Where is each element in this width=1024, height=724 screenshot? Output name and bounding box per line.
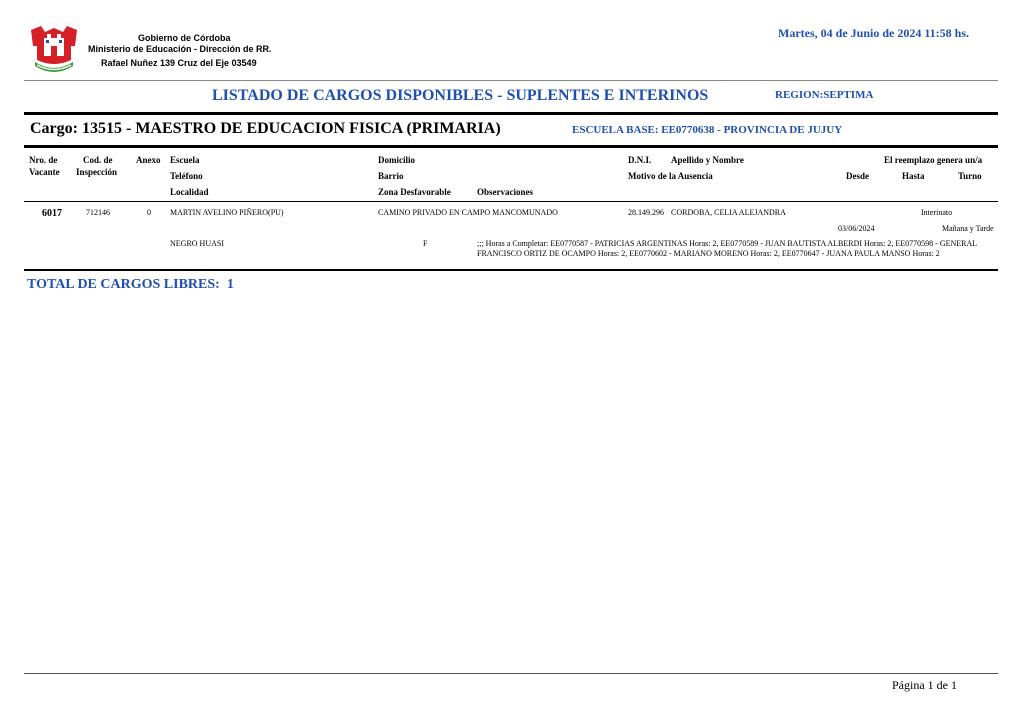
row-turno: Mañana y Tarde: [942, 224, 994, 233]
gov-line: Gobierno de Córdoba: [138, 33, 231, 43]
row-anexo: 0: [147, 208, 151, 217]
col-hasta: Hasta: [902, 171, 925, 181]
col-zona: Zona Desfavorable: [378, 187, 451, 197]
col-cod-inspeccion-2: Inspección: [76, 167, 118, 177]
row-observaciones: ;;; Horas a Completar: EE0770587 - PATRICIAS ARGENTINAS Horas: 2, EE0770589 - JUAN BAUTISTA ALBERDI Horas: 2, EE0770598 - GENERAL FRANCISCO ORTIZ DE OCAMPO Horas: 2, EE0770602 - MARIANO MORENO Horas: 2, EE0770647 - JUANA PAULA MANSO Horas: 2: [477, 239, 977, 258]
cargo-label: Cargo: 13515 - MAESTRO DE EDUCACION FISICA (PRIMARIA): [30, 120, 501, 137]
col-observaciones: Observaciones: [477, 187, 533, 197]
col-reemplazo: El reemplazo genera un/a: [884, 155, 983, 165]
address-line: Rafael Nuñez 139 Cruz del Eje 03549: [101, 58, 257, 68]
row-escuela: MARTIN AVELINO PIÑERO(PU): [170, 208, 284, 217]
col-cod-inspeccion-1: Cod. de: [83, 155, 113, 165]
col-desde: Desde: [846, 171, 869, 181]
col-localidad: Localidad: [170, 187, 209, 197]
title-divider: [24, 112, 998, 115]
col-domicilio: Domicilio: [378, 155, 415, 165]
region-label: REGION:SEPTIMA: [775, 89, 874, 101]
row-reemplazo: Interinato: [921, 208, 953, 217]
col-turno: Turno: [958, 171, 982, 181]
header-row-divider: [24, 201, 998, 202]
col-nro-vacante-2: Vacante: [29, 167, 60, 177]
row-nombre: CORDOBA, CELIA ALEJANDRA: [671, 208, 786, 217]
col-nro-vacante-1: Nro. de: [29, 155, 58, 165]
total-cargos: TOTAL DE CARGOS LIBRES: 1: [27, 277, 234, 292]
report-date: Martes, 04 de Junio de 2024 11:58 hs.: [778, 26, 970, 40]
row-desde: 03/06/2024: [838, 224, 875, 233]
col-barrio: Barrio: [378, 171, 404, 181]
row-nro-vacante: 6017: [42, 208, 62, 219]
col-escuela: Escuela: [170, 155, 200, 165]
table-bottom-divider: [24, 269, 998, 271]
row-localidad: NEGRO HUASI: [170, 239, 224, 248]
col-anexo: Anexo: [136, 155, 161, 165]
col-apellido: Apellido y Nombre: [671, 155, 744, 165]
page-title: LISTADO DE CARGOS DISPONIBLES - SUPLENTES E INTERINOS: [212, 87, 709, 104]
footer-divider: [24, 673, 998, 674]
cargo-divider: [24, 145, 998, 148]
col-dni: D.N.I.: [628, 155, 652, 165]
header-divider: [24, 80, 998, 81]
col-motivo: Motivo de la Ausencia: [628, 171, 713, 181]
row-cod-inspeccion: 712146: [86, 208, 110, 217]
row-domicilio: CAMINO PRIVADO EN CAMPO MANCOMUNADO: [378, 208, 558, 217]
ministry-line: Ministerio de Educación - Dirección de RR.: [88, 44, 272, 54]
col-telefono: Teléfono: [170, 171, 203, 181]
cordoba-coat-of-arms-icon: [27, 24, 81, 78]
page-number: Página 1 de 1: [892, 678, 957, 692]
row-zona: F: [423, 239, 428, 248]
row-dni: 28.149.296: [628, 208, 664, 217]
escuela-base-label: ESCUELA BASE: EE0770638 - PROVINCIA DE JUJUY: [572, 124, 843, 136]
